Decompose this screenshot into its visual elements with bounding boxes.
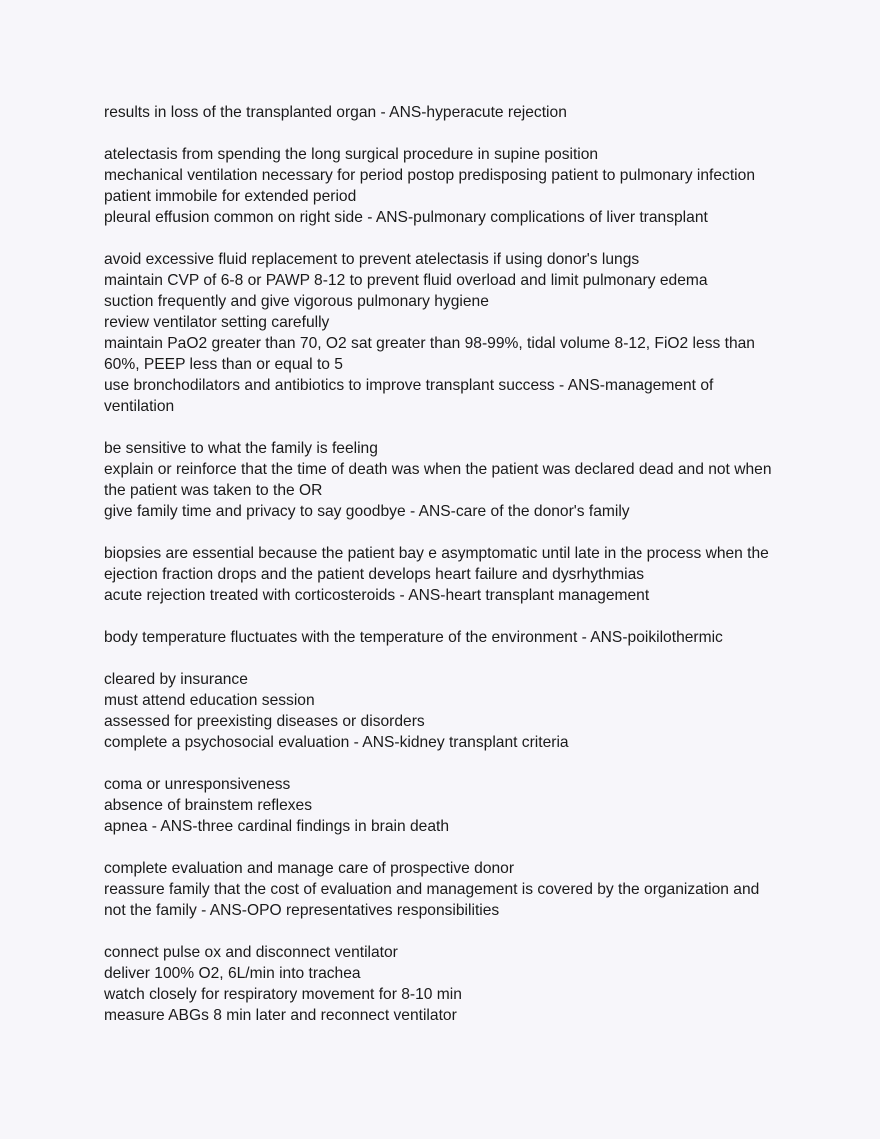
flashcard-hyperacute-rejection	[104, 102, 784, 123]
text-line: assessed for preexisting diseases or disorders	[104, 713, 425, 730]
text-line: maintain PaO2 greater than 70, O2 sat greater than 98-99%, tidal volume 8-12, FiO2 less than 60%, PEEP less than or equal to 5	[104, 335, 755, 373]
text-line: review ventilator setting carefully	[104, 314, 330, 331]
flashcard-kidney-transplant-criteria	[104, 669, 784, 753]
flashcard-donor-family-care	[104, 438, 784, 522]
text-line: absence of brainstem reflexes	[104, 797, 313, 814]
text-line: coma or unresponsiveness	[104, 776, 291, 793]
text-line: atelectasis from spending the long surgical procedure in supine position	[104, 146, 599, 163]
text-line: avoid excessive fluid replacement to prevent atelectasis if using donor's lungs	[104, 251, 640, 268]
flashcard-liver-pulmonary-complications	[104, 144, 784, 228]
text-line: biopsies are essential because the patient bay e asymptomatic until late in the process when the ejection fraction drops and the patient develops heart failure and dysrhythmias	[104, 545, 769, 583]
text-line: give family time and privacy to say goodbye - ANS-care of the donor's family	[104, 503, 630, 520]
text-line: complete a psychosocial evaluation - ANS-kidney transplant criteria	[104, 734, 569, 751]
text-line: deliver 100% O2, 6L/min into trachea	[104, 965, 361, 982]
text-line: reassure family that the cost of evaluation and management is covered by the organization and not the family - ANS-OPO representatives responsibilities	[104, 881, 760, 919]
text-line: be sensitive to what the family is feeling	[104, 440, 378, 457]
text-line: patient immobile for extended period	[104, 188, 357, 205]
flashcard-apnea-test	[104, 942, 784, 1026]
text-line: measure ABGs 8 min later and reconnect ventilator	[104, 1007, 457, 1024]
flashcard-heart-transplant-management	[104, 543, 784, 606]
text-line: use bronchodilators and antibiotics to improve transplant success - ANS-management of ventilation	[104, 377, 714, 415]
text-line: cleared by insurance	[104, 671, 248, 688]
text-line: body temperature fluctuates with the temperature of the environment - ANS-poikilothermic	[104, 629, 723, 646]
flashcard-brain-death-findings	[104, 774, 784, 837]
text-line: acute rejection treated with corticosteroids - ANS-heart transplant management	[104, 587, 650, 604]
text-line: must attend education session	[104, 692, 315, 709]
text-line: apnea - ANS-three cardinal findings in brain death	[104, 818, 450, 835]
text-line: complete evaluation and manage care of prospective donor	[104, 860, 515, 877]
text-line: mechanical ventilation necessary for period postop predisposing patient to pulmonary infection	[104, 167, 755, 184]
text-line: explain or reinforce that the time of death was when the patient was declared dead and not when the patient was taken to the OR	[104, 461, 772, 499]
text-line: connect pulse ox and disconnect ventilator	[104, 944, 398, 961]
flashcard-poikilothermic	[104, 627, 784, 648]
flashcard-ventilation-management	[104, 249, 784, 417]
text-line: watch closely for respiratory movement for 8-10 min	[104, 986, 462, 1003]
text-line: pleural effusion common on right side - ANS-pulmonary complications of liver transplant	[104, 209, 708, 226]
text-line: results in loss of the transplanted organ - ANS-hyperacute rejection	[104, 104, 567, 121]
text-line: suction frequently and give vigorous pulmonary hygiene	[104, 293, 489, 310]
document-page	[104, 102, 784, 1047]
text-line: maintain CVP of 6-8 or PAWP 8-12 to prevent fluid overload and limit pulmonary edema	[104, 272, 708, 289]
flashcard-opo-responsibilities	[104, 858, 784, 921]
